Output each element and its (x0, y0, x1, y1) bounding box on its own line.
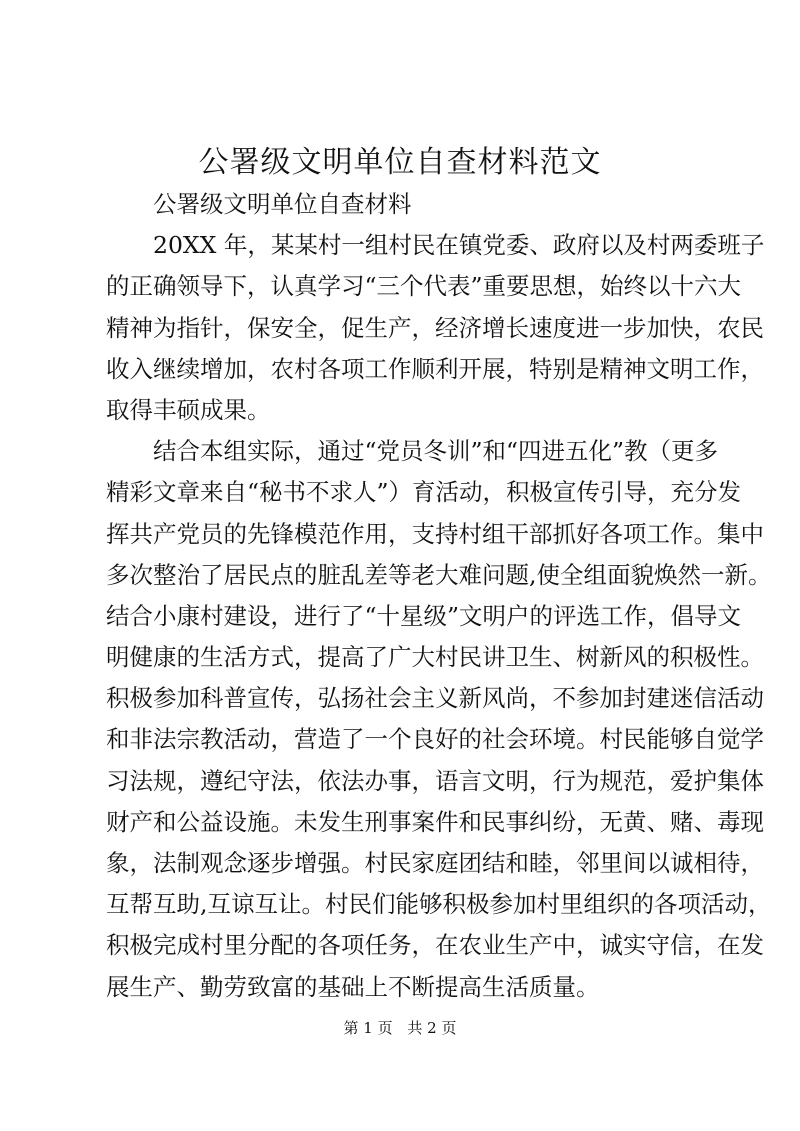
paragraph-1-line-2: 的正确领导下，认真学习“三个代表”重要思想，始终以十六大 (106, 272, 742, 301)
paragraph-2-line-7: 积极参加科普宣传，弘扬社会主义新风尚，不参加封建迷信活动 (106, 684, 764, 713)
paragraph-1-line-5: 取得丰硕成果。 (106, 395, 271, 424)
paragraph-2-line-8: 和非法宗教活动，营造了一个良好的社会环境。村民能够自觉学 (106, 725, 764, 754)
page-number: 第 1 页 (343, 1019, 393, 1037)
paragraph-2-line-13: 积极完成村里分配的各项任务，在农业生产中，诚实守信，在发 (106, 931, 764, 960)
page-footer (0, 1018, 800, 1038)
paragraph-2-line-1: 结合本组实际，通过“党员冬训”和“四进五化”教（更多 (153, 437, 719, 466)
paragraph-2-line-11: 象，法制观念逐步增强。村民家庭团结和睦，邻里间以诚相待， (106, 849, 764, 877)
paragraph-2-line-3: 挥共产党员的先锋模范作用，支持村组干部抓好各项工作。集中 (106, 519, 764, 548)
paragraph-1-line-4: 收入继续增加，农村各项工作顺利开展，特别是精神文明工作， (106, 354, 764, 383)
paragraph-2-line-2: 精彩文章来自“秘书不求人”）育活动，积极宣传引导，充分发 (106, 478, 742, 507)
document-title: 公署级文明单位自查材料范文 (198, 145, 602, 180)
paragraph-2-line-10: 财产和公益设施。未发生刑事案件和民事纠纷，无黄、赌、毒现 (106, 807, 764, 836)
paragraph-1-line-1: 20XX 年，某某村一组村民在镇党委、政府以及村两委班子 (153, 231, 765, 260)
paragraph-2-line-4: 多次整治了居民点的脏乱差等老大难问题,使全组面貌焕然一新。 (106, 560, 772, 589)
paragraph-2-line-14: 展生产、勤劳致富的基础上不断提高生活质量。 (106, 972, 600, 1001)
paragraph-2-line-9: 习法规，遵纪守法，依法办事，语言文明，行为规范，爱护集体 (106, 766, 764, 795)
paragraph-2-line-5: 结合小康村建设，进行了“十星级”文明户的评选工作，倡导文 (106, 601, 742, 630)
paragraph-1-line-3: 精神为指针，保安全，促生产，经济增长速度进一步加快，农民 (106, 313, 764, 342)
subtitle-line: 公署级文明单位自查材料 (153, 190, 412, 218)
page-total: 共 2 页 (407, 1019, 457, 1037)
document-body (106, 184, 772, 1008)
paragraph-2-line-6: 明健康的生活方式，提高了广大村民讲卫生、树新风的积极性。 (106, 643, 764, 672)
paragraph-2-line-12: 互帮互助,互谅互让。村民们能够积极参加村里组织的各项活动， (106, 890, 772, 919)
